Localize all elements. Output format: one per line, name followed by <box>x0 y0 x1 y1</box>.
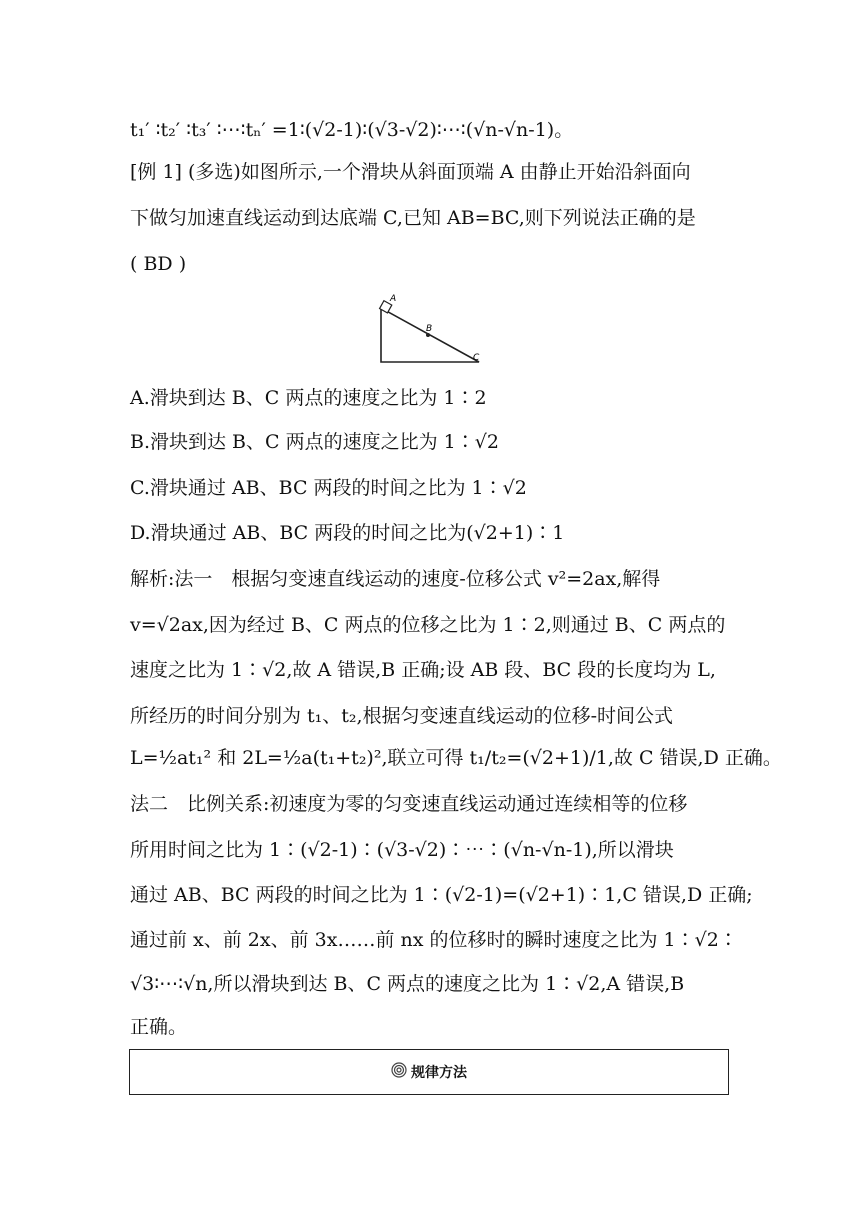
label-a: A <box>390 294 397 304</box>
example-text-line-1: [例 1] (多选)如图所示,一个滑块从斜面顶端 A 由静止开始沿斜面向 <box>130 161 691 183</box>
analysis-line-11: 正确。 <box>130 1016 188 1038</box>
rule-method-box <box>129 1049 729 1095</box>
option-a: A.滑块到达 B、C 两点的速度之比为 1∶2 <box>130 387 487 409</box>
label-b: B <box>426 324 433 334</box>
analysis-line-8: 通过 AB、BC 两段的时间之比为 1∶(√2-1)=(√2+1)∶1,C 错误,D 正确; <box>130 884 753 906</box>
analysis-line-2: v=√2ax,因为经过 B、C 两点的位移之比为 1∶2,则通过 B、C 两点的 <box>130 614 726 636</box>
analysis-line-9: 通过前 x、前 2x、前 3x……前 nx 的位移时的瞬时速度之比为 1∶√2∶ <box>130 929 738 951</box>
label-c: C <box>473 353 480 363</box>
analysis-line-5: L=½at₁² 和 2L=½a(t₁+t₂)²,联立可得 t₁/t₂=(√2+1)/1,故 C 错误,D 正确。 <box>130 747 782 769</box>
option-d: D.滑块通过 AB、BC 两段的时间之比为(√2+1)∶1 <box>130 522 565 544</box>
analysis-line-3: 速度之比为 1∶√2,故 A 错误,B 正确;设 AB 段、BC 段的长度均为 L, <box>130 659 716 681</box>
analysis-line-6: 法二 比例关系:初速度为零的匀变速直线运动通过连续相等的位移 <box>130 793 688 815</box>
incline-figure <box>375 292 495 366</box>
analysis-line-7: 所用时间之比为 1∶(√2-1)∶(√3-√2)∶⋯∶(√n-√n-1),所以滑块 <box>130 839 674 861</box>
analysis-line-10: √3∶⋯∶√n,所以滑块到达 B、C 两点的速度之比为 1∶√2,A 错误,B <box>130 973 685 995</box>
option-b: B.滑块到达 B、C 两点的速度之比为 1∶√2 <box>130 431 499 453</box>
spiral-icon <box>391 1062 407 1082</box>
analysis-line-4: 所经历的时间分别为 t₁、t₂,根据匀变速直线运动的位移-时间公式 <box>130 705 674 727</box>
example-text-line-2: 下做匀加速直线运动到达底端 C,已知 AB=BC,则下列说法正确的是 <box>130 207 696 229</box>
option-c: C.滑块通过 AB、BC 两段的时间之比为 1∶√2 <box>130 477 527 499</box>
rule-method-title: 规律方法 <box>411 1065 467 1081</box>
analysis-line-1: 解析:法一 根据匀变速直线运动的速度-位移公式 v²=2ax,解得 <box>130 568 661 590</box>
ratio-formula: t₁′ ∶t₂′ ∶t₃′ ∶⋯∶tₙ′ =1∶(√2-1)∶(√3-√2)∶⋯∶(√n-√n-1)。 <box>130 119 574 141</box>
ratio-formula-line <box>130 116 573 144</box>
example-answer: ( BD ) <box>130 253 187 275</box>
